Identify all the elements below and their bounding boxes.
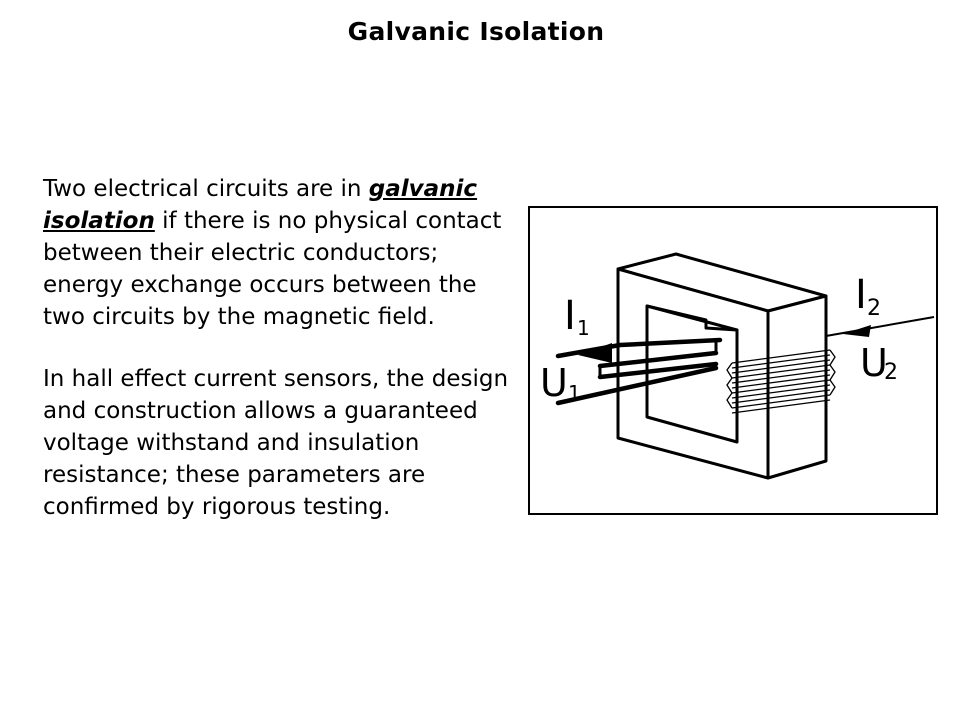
label-u2: U	[860, 341, 888, 385]
label-i1: I	[564, 293, 576, 339]
label-u1: U	[540, 361, 568, 405]
label-u1-sub: 1	[568, 381, 581, 405]
term-galvanic-isolation: galvanic isolation	[43, 176, 478, 234]
paragraph-hall-effect: In hall effect current sensors, the design and construction allows a guaranteed voltage withstand and insulation resistance; these parameters are confirmed by rigorous testing.	[43, 366, 509, 520]
label-i2: I	[855, 272, 867, 318]
paragraph-galvanic-definition	[43, 173, 513, 333]
transformer-diagram	[530, 208, 936, 513]
slide-title: Galvanic Isolation	[347, 17, 605, 46]
arrow-i2	[843, 325, 871, 337]
transformer-figure	[528, 206, 938, 515]
label-u2-sub: 2	[884, 360, 898, 385]
paragraph-1-rest: if there is no physical contact between their electric conductors; energy exchange occurs between the two circuits by the magnetic field.	[43, 208, 502, 330]
label-i2-sub: 2	[867, 296, 881, 321]
body-text	[43, 173, 513, 523]
paragraph-1-lead: Two electrical circuits are in	[43, 176, 369, 202]
label-i1-sub: 1	[577, 316, 590, 340]
